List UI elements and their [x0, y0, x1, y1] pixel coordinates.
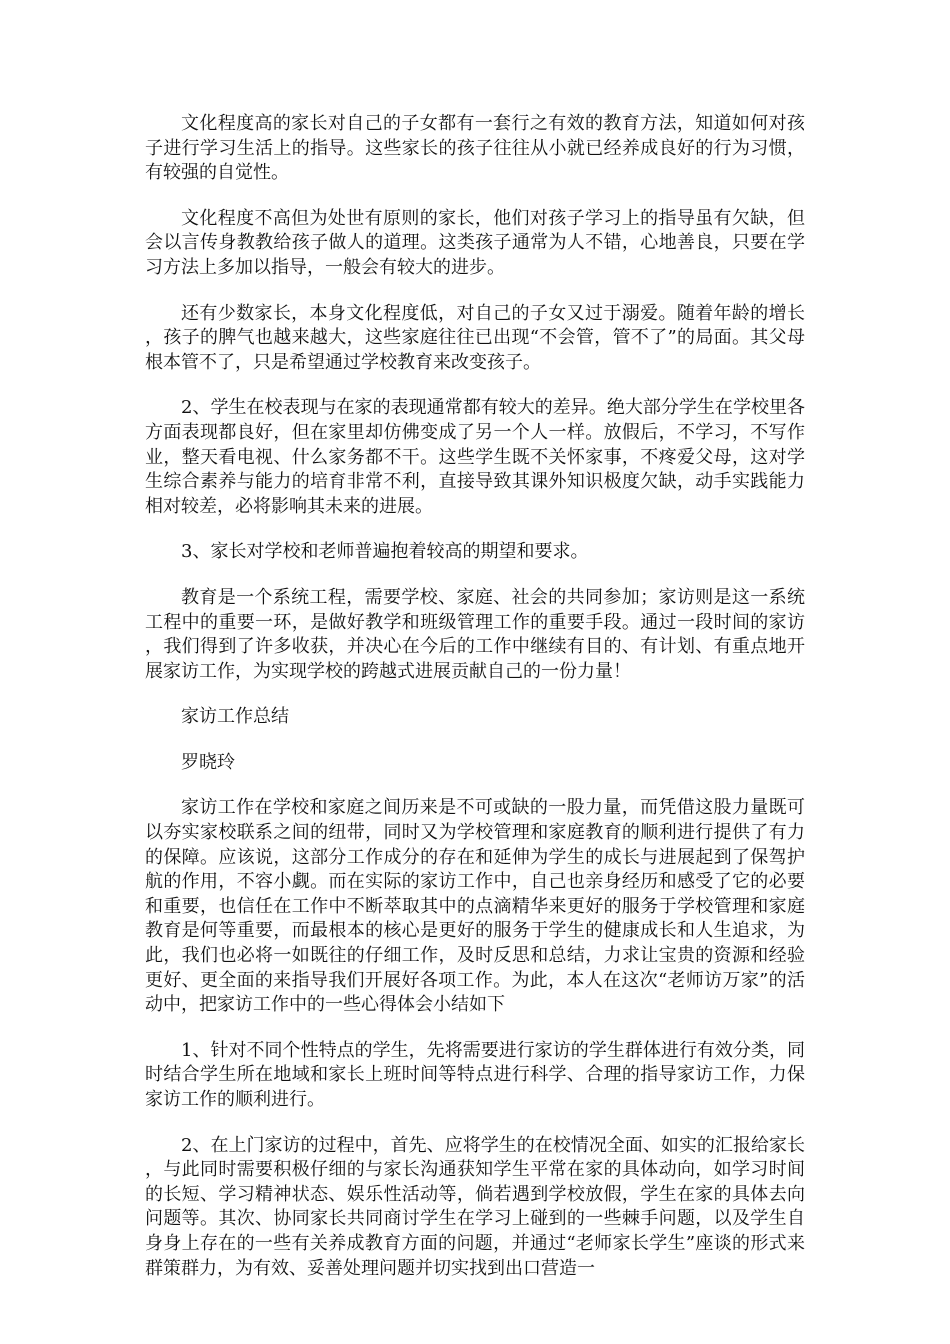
- section-title: 家访工作总结: [181, 706, 289, 728]
- document-body: [145, 112, 805, 1281]
- paragraph-indulgent-parents: 还有少数家长，本身文化程度低，对自己的子女又过于溺爱。随着年龄的增长，孩子的脾气也越来越大，这些家庭往往已出现“不会管，管不了”的局面。其父母根本管不了，只是希望通过学校教育来改变孩子。: [145, 302, 805, 373]
- paragraph-point-3-expectations: 3、家长对学校和老师普遍抱着较高的期望和要求。: [181, 541, 589, 563]
- paragraph-educated-parents: 文化程度高的家长对自己的子女都有一套行之有效的教育方法，知道如何对孩子进行学习生活上的指导。这些家长的孩子往往从小就已经养成良好的行为习惯，有较强的自觉性。: [145, 113, 805, 184]
- paragraph-point-2-home-visit-process: 2、在上门家访的过程中，首先、应将学生的在校情况全面、如实的汇报给家长，与此同时需要积极仔细的与家长沟通获知学生平常在家的具体动向，如学习时间的长短、学习精神状态、娱乐性活动等，倘若遇到学校放假，学生在家的具体去向问题等。其次、协同家长共同商讨学生在学习上碰到的一些棘手问题，以及学生自身身上存在的一些有关养成教育方面的问题，并通过“老师家长学生”座谈的形式来群策群力，为有效、妥善处理问题并切实找到出口营造一: [145, 1134, 805, 1279]
- paragraph-introduction: 家访工作在学校和家庭之间历来是不可或缺的一股力量，而凭借这股力量既可以夯实家校联系之间的纽带，同时又为学校管理和家庭教育的顺利进行提供了有力的保障。应该说，这部分工作成分的存在和延伸为学生的成长与进展起到了保驾护航的作用，不容小觑。而在实际的家访工作中，自己也亲身经历和感受了它的必要和重要，也信任在工作中不断萃取其中的点滴精华来更好的服务于学校管理和家庭教育是何等重要，而最根本的核心是更好的服务于学生的健康成长和人生追求，为此，我们也必将一如既往的仔细工作，及时反思和总结，力求让宝贵的资源和经验更好、更全面的来指导我们开展好各项工作。为此，本人在这次“老师访万家”的活动中，把家访工作中的一些心得体会小结如下: [145, 797, 805, 1016]
- paragraph-principled-parents: 文化程度不高但为处世有原则的家长，他们对孩子学习上的指导虽有欠缺，但会以言传身教教给孩子做人的道理。这类孩子通常为人不错，心地善良，只要在学习方法上多加以指导，一般会有较大的进步。: [145, 207, 805, 278]
- paragraph-point-1-classification: 1、针对不同个性特点的学生，先将需要进行家访的学生群体进行有效分类，同时结合学生所在地域和家长上班时间等特点进行科学、合理的指导家访工作，力保家访工作的顺利进行。: [145, 1039, 805, 1110]
- author-name: 罗晓玲: [181, 751, 235, 773]
- paragraph-point-2-behavior-gap: 2、学生在校表现与在家的表现通常都有较大的差异。绝大部分学生在学校里各方面表现都良好，但在家里却仿佛变成了另一个人一样。放假后，不学习，不写作业，整天看电视、什么家务都不干。这些学生既不关怀家事，不疼爱父母，这对学生综合素养与能力的培育非常不利，直接导致其课外知识极度欠缺，动手实践能力相对较差，必将影响其未来的进展。: [145, 397, 805, 517]
- paragraph-conclusion: 教育是一个系统工程，需要学校、家庭、社会的共同参加；家访则是这一系统工程中的重要一环，是做好教学和班级管理工作的重要手段。通过一段时间的家访，我们得到了许多收获，并决心在今后的工作中继续有目的、有计划、有重点地开展家访工作，为实现学校的跨越式进展贡献自己的一份力量！: [145, 586, 805, 682]
